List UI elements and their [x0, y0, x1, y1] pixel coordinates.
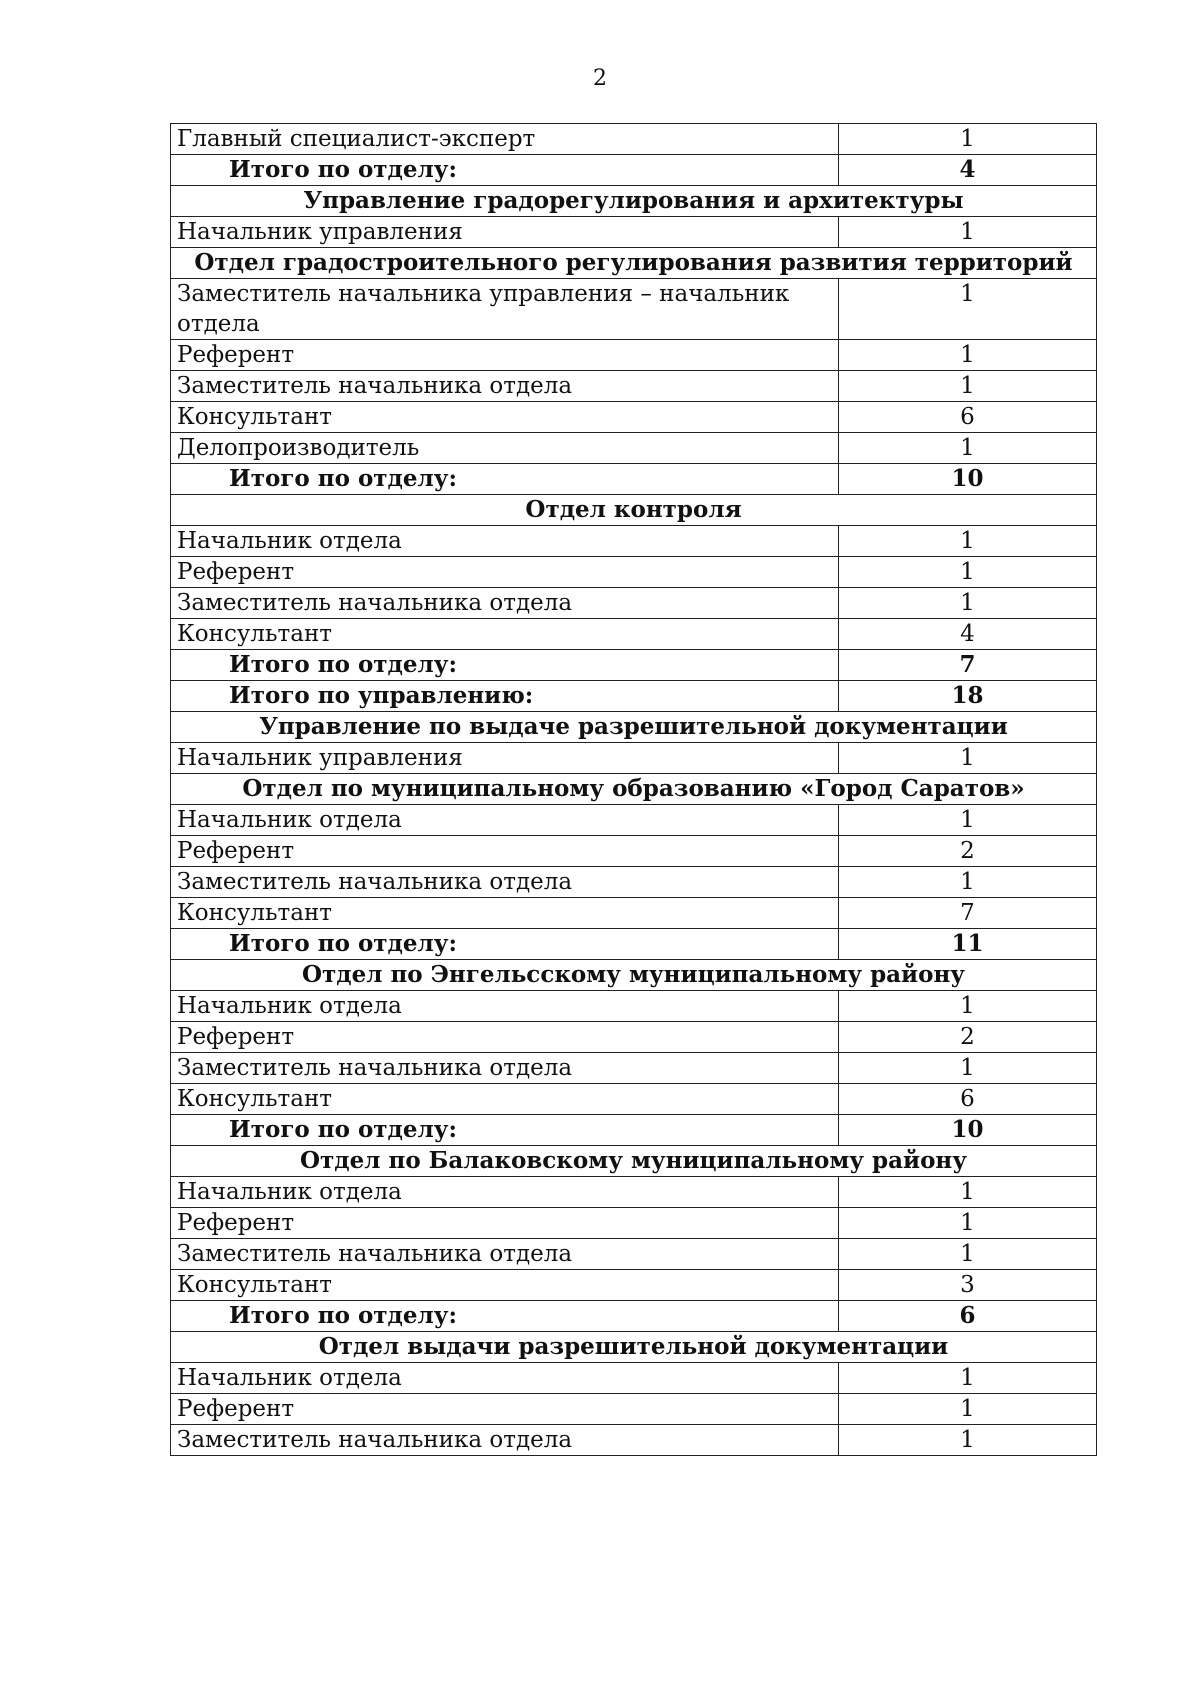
page-number: 2: [593, 66, 607, 91]
position-row: [171, 1053, 1097, 1084]
total-label: Итого по отделу:: [171, 1301, 839, 1332]
position-count: 3: [839, 1270, 1097, 1301]
position-count: 1: [839, 1053, 1097, 1084]
position-row: [171, 371, 1097, 402]
position-row: [171, 1084, 1097, 1115]
position-row: [171, 1394, 1097, 1425]
total-count: 6: [839, 1301, 1097, 1332]
position-title: Начальник управления: [171, 743, 839, 774]
position-row: [171, 1363, 1097, 1394]
position-title: Начальник отдела: [171, 1363, 839, 1394]
position-title: Референт: [171, 1022, 839, 1053]
position-row: [171, 1425, 1097, 1456]
section-heading: Отдел контроля: [171, 495, 1097, 526]
position-count: 4: [839, 619, 1097, 650]
position-row: [171, 898, 1097, 929]
position-row: [171, 217, 1097, 248]
total-row: [171, 464, 1097, 495]
total-row: [171, 929, 1097, 960]
position-count: 1: [839, 1239, 1097, 1270]
position-row: [171, 619, 1097, 650]
position-count: 2: [839, 836, 1097, 867]
position-count: 1: [839, 1208, 1097, 1239]
staffing-table: [170, 123, 1097, 1456]
position-row: [171, 743, 1097, 774]
position-row: [171, 1177, 1097, 1208]
position-title: Референт: [171, 1208, 839, 1239]
total-row: [171, 1301, 1097, 1332]
position-title: Заместитель начальника отдела: [171, 371, 839, 402]
position-row: [171, 1208, 1097, 1239]
position-title: Консультант: [171, 1084, 839, 1115]
total-label: Итого по отделу:: [171, 155, 839, 186]
position-title: Референт: [171, 557, 839, 588]
position-row: [171, 526, 1097, 557]
position-row: [171, 991, 1097, 1022]
position-row: [171, 1270, 1097, 1301]
position-title: Заместитель начальника отдела: [171, 1239, 839, 1270]
position-count: 1: [839, 743, 1097, 774]
section-heading: Отдел по Энгельсскому муниципальному району: [171, 960, 1097, 991]
position-title: Заместитель начальника отдела: [171, 588, 839, 619]
total-row: [171, 155, 1097, 186]
position-row: [171, 433, 1097, 464]
position-count: 1: [839, 991, 1097, 1022]
position-title: Начальник отдела: [171, 1177, 839, 1208]
section-heading: Отдел градостроительного регулирования развития территорий: [171, 248, 1097, 279]
position-count: 1: [839, 805, 1097, 836]
position-row: [171, 279, 1097, 340]
total-count: 10: [839, 464, 1097, 495]
position-row: [171, 124, 1097, 155]
section-heading-row: [171, 1146, 1097, 1177]
total-row: [171, 1115, 1097, 1146]
position-row: [171, 1022, 1097, 1053]
position-count: 1: [839, 588, 1097, 619]
total-label: Итого по отделу:: [171, 929, 839, 960]
position-title: Консультант: [171, 898, 839, 929]
position-row: [171, 805, 1097, 836]
total-label: Итого по отделу:: [171, 1115, 839, 1146]
position-count: 1: [839, 1363, 1097, 1394]
position-count: 1: [839, 433, 1097, 464]
position-count: 1: [839, 124, 1097, 155]
position-title: Референт: [171, 1394, 839, 1425]
position-count: 7: [839, 898, 1097, 929]
total-row: [171, 681, 1097, 712]
section-heading-row: [171, 1332, 1097, 1363]
position-count: 1: [839, 1394, 1097, 1425]
section-heading: Отдел по Балаковскому муниципальному району: [171, 1146, 1097, 1177]
position-title: Делопроизводитель: [171, 433, 839, 464]
position-title: Начальник отдела: [171, 805, 839, 836]
position-title: Начальник управления: [171, 217, 839, 248]
position-count: 1: [839, 867, 1097, 898]
position-title: Заместитель начальника управления – начальник отдела: [171, 279, 839, 340]
section-heading-row: [171, 186, 1097, 217]
position-count: 1: [839, 1177, 1097, 1208]
total-row: [171, 650, 1097, 681]
position-title: Консультант: [171, 1270, 839, 1301]
position-count: 2: [839, 1022, 1097, 1053]
position-row: [171, 340, 1097, 371]
total-count: 7: [839, 650, 1097, 681]
position-title: Референт: [171, 340, 839, 371]
position-title: Референт: [171, 836, 839, 867]
position-row: [171, 1239, 1097, 1270]
position-count: 1: [839, 557, 1097, 588]
section-heading-row: [171, 495, 1097, 526]
section-heading-row: [171, 960, 1097, 991]
position-row: [171, 402, 1097, 433]
section-heading-row: [171, 774, 1097, 805]
position-row: [171, 867, 1097, 898]
position-title: Начальник отдела: [171, 991, 839, 1022]
section-heading: Управление градорегулирования и архитектуры: [171, 186, 1097, 217]
position-row: [171, 836, 1097, 867]
total-label: Итого по управлению:: [171, 681, 839, 712]
section-heading: Отдел выдачи разрешительной документации: [171, 1332, 1097, 1363]
total-count: 10: [839, 1115, 1097, 1146]
section-heading: Отдел по муниципальному образованию «Город Саратов»: [171, 774, 1097, 805]
section-heading-row: [171, 712, 1097, 743]
section-heading: Управление по выдаче разрешительной документации: [171, 712, 1097, 743]
position-title: Консультант: [171, 402, 839, 433]
position-row: [171, 557, 1097, 588]
position-title: Начальник отдела: [171, 526, 839, 557]
position-count: 1: [839, 526, 1097, 557]
total-count: 11: [839, 929, 1097, 960]
position-count: 1: [839, 340, 1097, 371]
position-count: 6: [839, 402, 1097, 433]
position-row: [171, 588, 1097, 619]
position-count: 6: [839, 1084, 1097, 1115]
position-title: Консультант: [171, 619, 839, 650]
position-title: Заместитель начальника отдела: [171, 1053, 839, 1084]
position-count: 1: [839, 217, 1097, 248]
position-count: 1: [839, 371, 1097, 402]
total-count: 18: [839, 681, 1097, 712]
total-label: Итого по отделу:: [171, 464, 839, 495]
section-heading-row: [171, 248, 1097, 279]
position-title: Главный специалист-эксперт: [171, 124, 839, 155]
position-count: 1: [839, 1425, 1097, 1456]
total-label: Итого по отделу:: [171, 650, 839, 681]
staffing-table-body: [171, 124, 1097, 1456]
position-title: Заместитель начальника отдела: [171, 867, 839, 898]
position-count: 1: [839, 279, 1097, 340]
total-count: 4: [839, 155, 1097, 186]
position-title: Заместитель начальника отдела: [171, 1425, 839, 1456]
